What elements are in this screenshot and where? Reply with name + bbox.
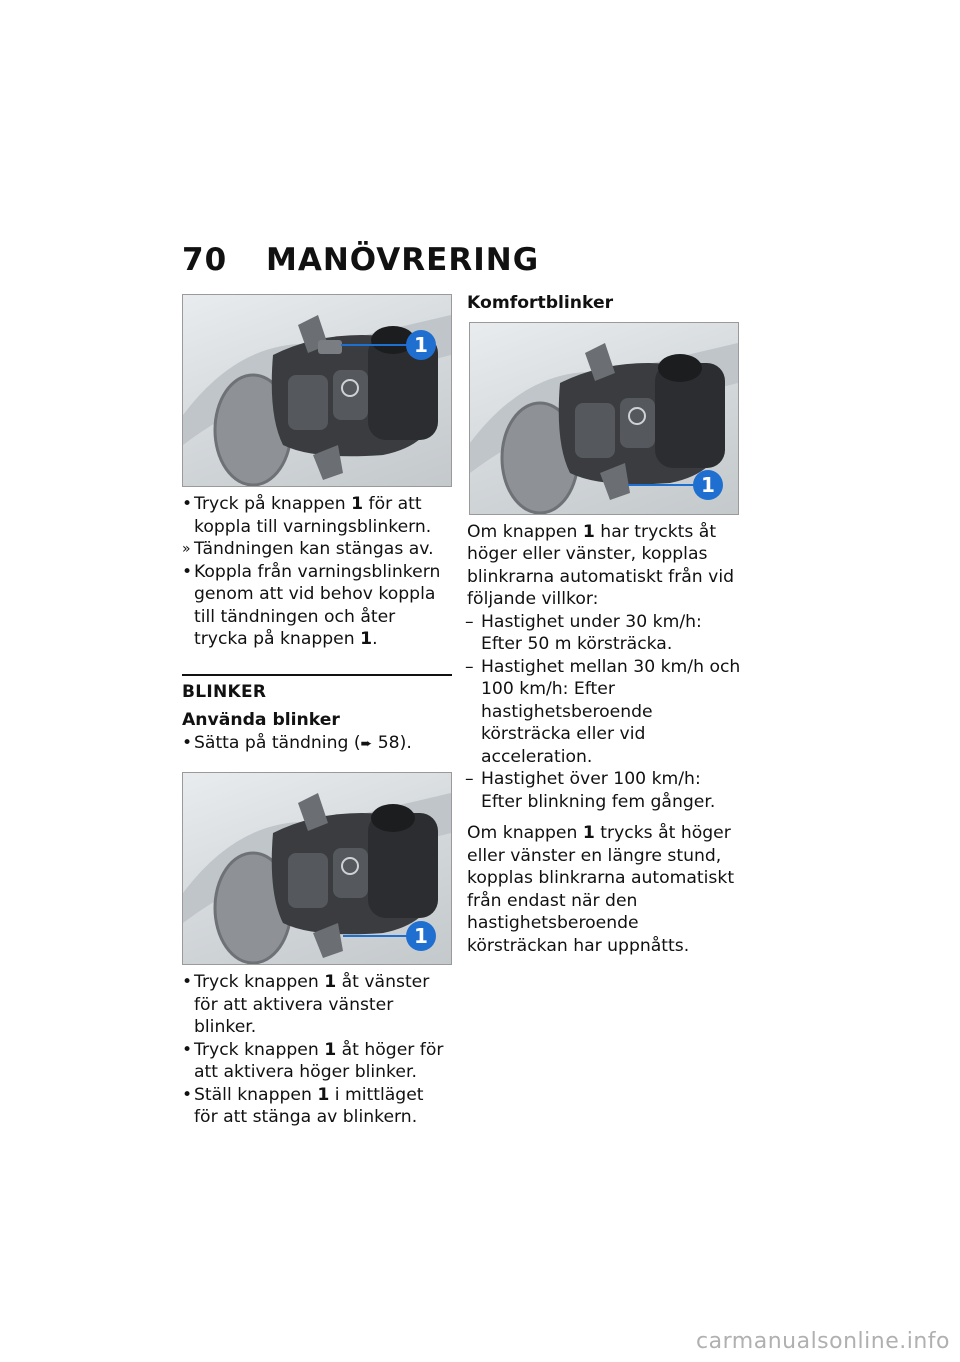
handlebar-switch-illustration xyxy=(183,295,451,486)
section-title: BLINKER xyxy=(182,681,267,702)
comfort-paragraph-2: Om knappen 1 trycks åt höger eller vänster en längre stund, kopplas blinkrarna automatiskt från endast när den hastighetsberoende körsträckan har uppnåtts. xyxy=(467,823,735,956)
list-item: • Tryck knappen 1 åt vänster för att aktivera vänster blinker. xyxy=(182,971,452,1039)
page-number: 70 xyxy=(182,242,228,278)
subsection-title: Komfortblinker xyxy=(467,293,614,313)
condition-list xyxy=(467,611,742,814)
condition-item: – Hastighet under 30 km/h: Efter 50 m körsträcka. xyxy=(467,611,742,656)
list-item: • Sätta på tändning (➨ 58). xyxy=(182,732,452,756)
figure-comfort-signal-switch xyxy=(469,322,739,515)
figure3-callout: 1 xyxy=(701,472,715,497)
comfort-paragraph-1: Om knappen 1 har tryckts åt höger eller vänster, kopplas blinkrarna automatiskt från vid följande villkor: xyxy=(467,521,735,609)
list-item: • Ställ knappen 1 i mittläget för att stänga av blinkern. xyxy=(182,1084,452,1129)
list-item: • Koppla från varningsblinkern genom att vid behov koppla till tändningen och åter trycka på knappen 1. xyxy=(182,561,452,651)
handlebar-switch-illustration xyxy=(183,773,451,964)
figure2-callout: 1 xyxy=(414,924,428,948)
list-item: • Tryck knappen 1 åt höger för att aktivera höger blinker. xyxy=(182,1039,452,1084)
condition-item: – Hastighet mellan 30 km/h och 100 km/h: Efter hastighetsberoende körsträcka eller vid acceleration. xyxy=(467,656,742,769)
figure-turn-signal-switch xyxy=(182,772,452,965)
handlebar-switch-illustration xyxy=(470,323,738,514)
watermark: carmanualsonline.info xyxy=(696,1329,950,1354)
turn-signal-steps xyxy=(182,971,452,1129)
list-item: • Tryck på knappen 1 för att koppla till varningsblinkern. xyxy=(182,493,452,538)
subsection-title: Använda blinker xyxy=(182,710,340,730)
right-column xyxy=(467,292,742,957)
ignition-step xyxy=(182,732,452,756)
figure-hazard-switch xyxy=(182,294,452,487)
chapter-title: MANÖVRERING xyxy=(266,242,540,278)
section-divider xyxy=(182,674,452,676)
left-column xyxy=(182,294,452,1129)
list-item-result: » Tändningen kan stängas av. xyxy=(182,538,452,561)
figure1-callout: 1 xyxy=(414,333,428,357)
page-ref-arrow-icon: ➨ xyxy=(360,735,373,752)
condition-item: – Hastighet över 100 km/h: Efter blinkning fem gånger. xyxy=(467,768,742,813)
hazard-steps xyxy=(182,493,452,651)
